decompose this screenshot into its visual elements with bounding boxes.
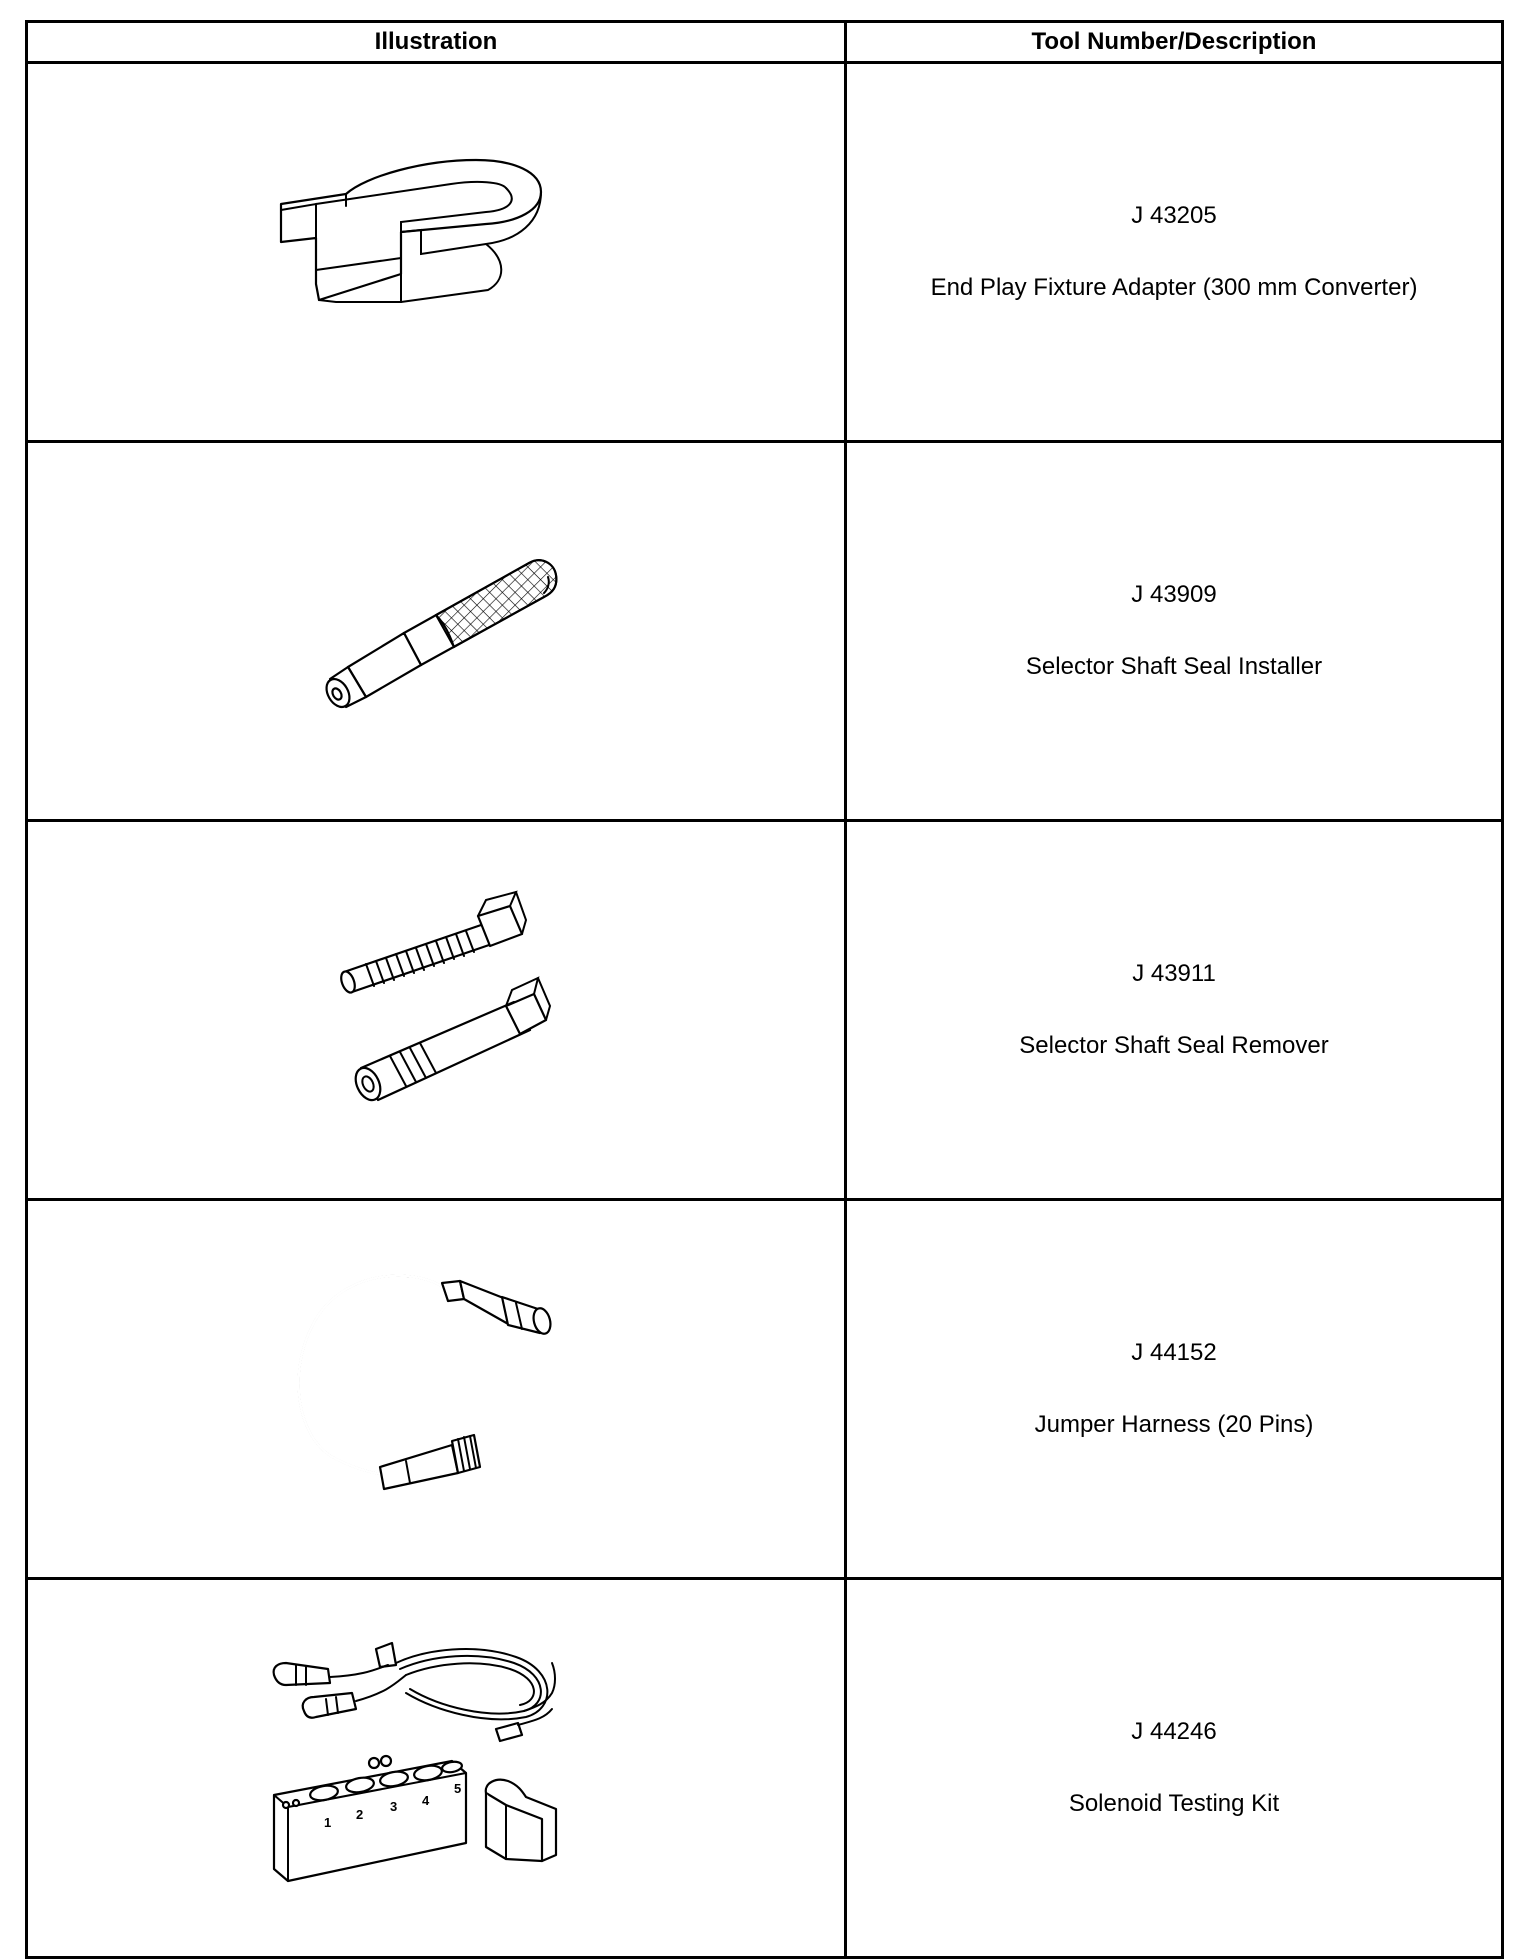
tool-description-cell: [846, 63, 1503, 442]
illustration-cell: [27, 442, 846, 821]
tool-description-cell: [846, 1200, 1503, 1579]
illustration-cell: [27, 1200, 846, 1579]
table-row: [27, 442, 1503, 821]
kit-label-3: 3: [390, 1799, 398, 1814]
table-header-row: [27, 22, 1503, 63]
special-tools-table: [25, 20, 1504, 1959]
table-row: [27, 1200, 1503, 1579]
solenoid-testing-kit-icon: [256, 1613, 616, 1923]
tool-description-cell: [846, 821, 1503, 1200]
kit-label-4: 4: [422, 1793, 430, 1808]
tool-description: Selector Shaft Seal Remover: [1019, 1032, 1329, 1059]
tool-column-header: Tool Number/Description: [846, 22, 1503, 63]
tool-description-cell: [846, 442, 1503, 821]
tool-description: End Play Fixture Adapter (300 mm Converter): [930, 274, 1418, 301]
tool-description: Solenoid Testing Kit: [1068, 1790, 1280, 1817]
selector-shaft-seal-installer-icon: [286, 541, 586, 721]
tool-number: J 43909: [1131, 581, 1217, 608]
illustration-cell: [27, 1579, 846, 1958]
tool-number: J 43205: [1131, 202, 1217, 229]
table-row: [27, 1579, 1503, 1958]
kit-label-2: 2: [356, 1807, 364, 1822]
end-play-fixture-adapter-icon: [256, 152, 616, 352]
illustration-column-header: Illustration: [27, 22, 846, 63]
kit-label-1: 1: [324, 1815, 332, 1830]
tool-number: J 43911: [1132, 960, 1216, 987]
illustration-cell: [27, 821, 846, 1200]
tool-number: J 44246: [1131, 1718, 1217, 1745]
selector-shaft-seal-remover-icon: [306, 890, 566, 1130]
table-row: [27, 821, 1503, 1200]
illustration-cell: [27, 63, 846, 442]
kit-label-5: 5: [454, 1781, 462, 1796]
jumper-harness-icon: [276, 1259, 596, 1519]
table-row: [27, 63, 1503, 442]
tool-description: Selector Shaft Seal Installer: [1025, 653, 1323, 680]
tool-number: J 44152: [1131, 1339, 1217, 1366]
tool-description: Jumper Harness (20 Pins): [1034, 1411, 1314, 1438]
tool-description-cell: [846, 1579, 1503, 1958]
